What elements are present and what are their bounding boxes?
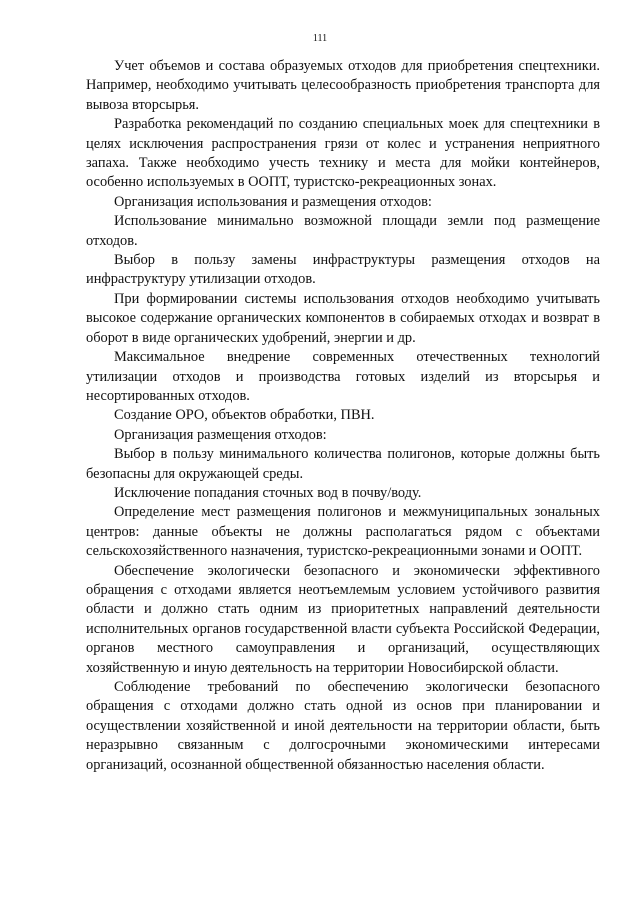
paragraph-wastewater: Исключение попадания сточных вод в почву/воду. [114, 484, 422, 501]
paragraph-minimal-land-use: Использование минимально возможной площади земли под размещение отходов. [86, 213, 600, 249]
paragraph-waste-volume-accounting: Учет объемов и состава образуемых отходов для приобретения спецтехники. Например, необходимо учитывать целесообразность приобретения транспорта для вывоза вторсырья. [86, 58, 600, 113]
paragraph-washing-stations: Разработка рекомендаций по созданию специальных моек для спецтехники в целях исключения распространения грязи от колес и устранения неприятного запаха. Также необходимо учесть технику и места для мойки контейнеров, особенно используемых в ООПТ, туристско-рекреационных зонах. [86, 116, 600, 191]
paragraph-facilities-creation: Создание ОРО, объектов обработки, ПВН. [114, 407, 375, 424]
paragraph-utilization-infrastructure: Выбор в пользу замены инфраструктуры размещения отходов на инфраструктуру утилизации отходов. [86, 252, 600, 288]
paragraph-compliance: Соблюдение требований по обеспечению экологически безопасного обращения с отходами должно стать одной из основ при планировании и осуществлении хозяйственной и иной деятельности на территории области, быть неразрывно связанным с долгосрочными экономическими интересами организаций, осознанной общественной обязанностью населения области. [86, 679, 600, 773]
paragraph-landfill-count: Выбор в пользу минимального количества полигонов, которые должны быть безопасны для окружающей среды. [86, 446, 600, 482]
paragraph-organic-components: При формировании системы использования отходов необходимо учитывать высокое содержание органических компонентов в собираемых отходах и возврат в оборот в виде органических удобрений, энергии и др. [86, 290, 600, 346]
paragraph-placement-heading: Организация размещения отходов: [114, 426, 327, 443]
paragraph-safe-handling: Обеспечение экологически безопасного и экономически эффективного обращения с отходами является неотъемлемым условием устойчивого развития области и должно стать одним из приоритетных направлений деятельности исполнительных органов государственной власти субъекта Российской Федерации, органов местного самоуправления и организаций, осуществляющих хозяйственную и иную деятельность на территории Новосибирской области. [86, 562, 600, 676]
paragraph-domestic-technologies: Максимальное внедрение современных отечественных технологий утилизации отходов и производства готовых изделий из вторсырья и несортированных отходов. [86, 349, 600, 404]
paragraph-use-and-placement-heading: Организация использования и размещения отходов: [114, 193, 432, 210]
body-text [86, 57, 600, 775]
page-number: 111 [312, 33, 328, 44]
paragraph-landfill-locations: Определение мест размещения полигонов и межмуниципальных зональных центров: данные объекты не должны располагаться рядом с объектами сельскохозяйственного назначения, туристско-рекреационными зонами и ООПТ. [86, 504, 600, 560]
